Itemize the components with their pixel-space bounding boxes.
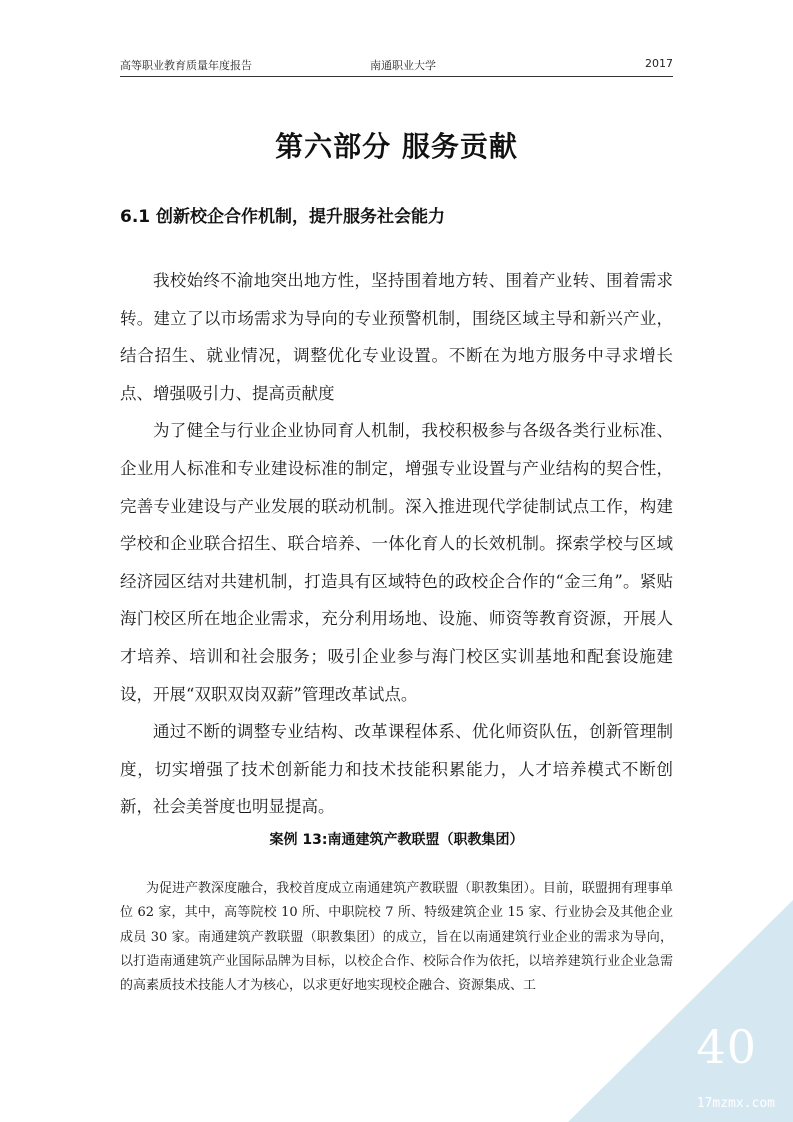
header-report-title: 高等职业教育质量年度报告 xyxy=(120,59,252,72)
page-title: 第六部分 服务贡献 xyxy=(275,130,518,163)
header-school-name: 南通职业大学 xyxy=(370,59,436,72)
section-heading: 6.1 创新校企合作机制，提升服务社会能力 xyxy=(120,207,446,227)
body-text xyxy=(120,262,673,826)
header-divider xyxy=(120,76,673,77)
paragraph: 为了健全与行业企业协同育人机制，我校积极参与各级各类行业标准、企业用人标准和专业建设标准的制定，增强专业设置与产业结构的契合性，完善专业建设与产业发展的联动机制。深入推进现代学徒制试点工作，构建学校和企业联合招生、联合培养、一体化育人的长效机制。探索学校与区域经济园区结对共建机制，打造具有区域特色的政校企合作的“金三角”。紧贴海门校区所在地企业需求，充分利用场地、设施、师资等教育资源，开展人才培养、培训和社会服务；吸引企业参与海门校区实训基地和配套设施建设，开展“双职双岗双薪”管理改革试点。 xyxy=(120,421,673,704)
case-body xyxy=(120,877,673,998)
case-title: 案例 13:南通建筑产教联盟（职教集团） xyxy=(269,832,524,848)
running-header xyxy=(120,57,673,75)
case-paragraph: 为促进产教深度融合，我校首度成立南通建筑产教联盟（职教集团）。目前，联盟拥有理事单位 62 家，其中，高等院校 10 所、中职院校 7 所、特级建筑企业 15 家、行业协会及其他企业成员 30 家。南通建筑产教联盟（职教集团）的成立，旨在以南通建筑行业企业的需求为导向，以打造南通建筑产业国际品牌为目标，以校企合作、校际合作为依托，以培养建筑行业企业急需的高素质技术技能人才为核心，以求更好地实现校企融合、资源集成、工 xyxy=(120,881,673,994)
paragraph: 通过不断的调整专业结构、改革课程体系、优化师资队伍，创新管理制度，切实增强了技术创新能力和技术技能积累能力，人才培养模式不断创新，社会美誉度也明显提高。 xyxy=(120,722,673,817)
header-year: 2017 xyxy=(645,57,673,70)
paragraph: 我校始终不渝地突出地方性，坚持围着地方转、围着产业转、围着需求转。建立了以市场需求为导向的专业预警机制，围绕区域主导和新兴产业，结合招生、就业情况，调整优化专业设置。不断在为地方服务中寻求增长点、增强吸引力、提高贡献度 xyxy=(120,271,673,403)
watermark: 17mzmx.com xyxy=(696,1096,775,1111)
page-number: 40 xyxy=(696,1020,757,1074)
